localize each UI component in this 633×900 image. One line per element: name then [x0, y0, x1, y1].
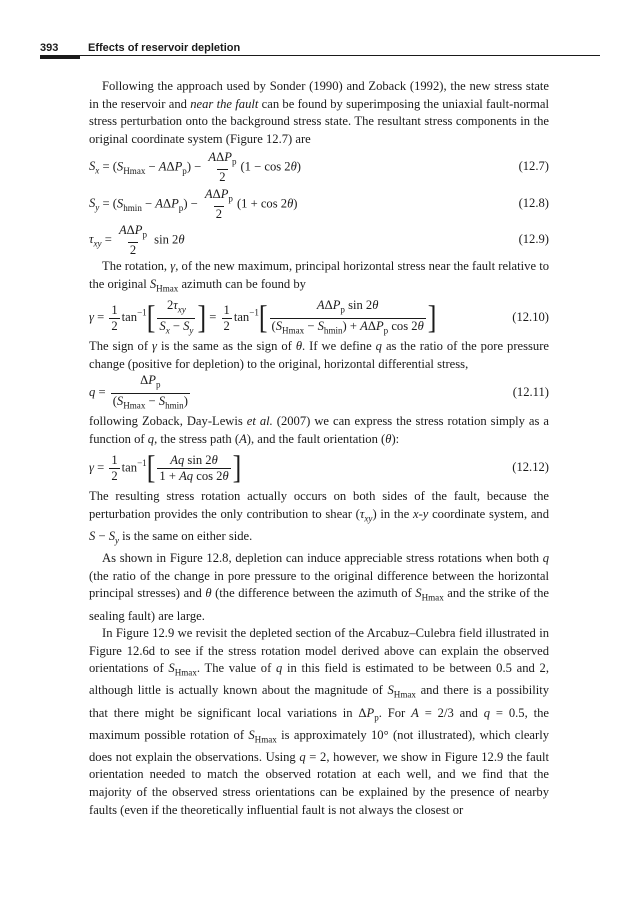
- paragraph-6: As shown in Figure 12.8, depletion can induce appreciable stress rotations when both q (the ratio of the change in pore pressure to the original difference between the horizontal principal stresses) and θ (the difference between the azimuth of $S_{Hmax}$ and the strike of the sealing fault) are large.: [89, 551, 550, 623]
- page-header: [40, 40, 600, 60]
- page-number: 393: [40, 42, 59, 54]
- paragraph-5: The resulting stress rotation actually occurs on both sides of the fault, because the perturbation provides the only contribution to shear $(\tau_{xy})$ in the x-y coordinate system, and $S - S_y$ is the same on either side.: [89, 489, 550, 546]
- equation-number: (12.10): [512, 310, 549, 325]
- paragraph-4: following Zoback, Day-Lewis et al. (2007) we can express the stress rotation simply as a function of q, the stress path (A), and the fault orientation (θ):: [89, 414, 549, 446]
- equation-12-12: γ = $\frac{1}{2}$ $\tan^{-1}$[ $\frac{\text{Aq sin 2θ}}{\text{1 + Aq cos 2θ}}$ ] (12.12): [89, 449, 549, 486]
- equation-number: (12.8): [518, 196, 549, 211]
- paragraph-3: The sign of γ is the same as the sign of θ. If we define q as the ratio of the pore pressure change (positive for depletion) to the original, horizontal differential stress,: [89, 339, 550, 371]
- paragraph-2: The rotation, γ, of the new maximum, principal horizontal stress near the fault relative to the original $S_{Hmax}$ azimuth can be found by: [89, 259, 549, 294]
- equation-number: (12.7): [518, 159, 549, 174]
- equation-number: (12.11): [512, 385, 549, 400]
- running-title: Effects of reservoir depletion: [88, 42, 241, 54]
- paragraph-7: In Figure 12.9 we revisit the depleted section of the Arcabuz–Culebra field illustrated in Figure 12.6d to see if the stress rotation model derived above can explain the observed orientations of $S_{Hmax}$. The value of q in this field is estimated to be between 0.5 and 2, although little is actually known about the magnitude of $S_{Hmax}$ and there is a possibility that there might be significant local variations in $\Delta P_p$. For A = 2/3 and q = 0.5, the maximum possible rotation of $S_{Hmax}$ is approximately 10° (not illustrated), which clearly does not explain the observations. Using q = 2, however, we show in Figure 12.9 the fault orientation needed to match the observed rotation at each well, and we find that the majority of the observed stress orientations can be explained by the presence of nearby faults (even if the theoretically influential fault is not always the closest or: [89, 626, 550, 817]
- paragraph-1: Following the approach used by Sonder (1990) and Zoback (1992), the new stress state in the reservoir and near the fault can be found by superimposing the uniaxial fault-normal stress perturbation onto the background stress state. The resultant stress components in the original coordinate system (Figure 12.7) are: [89, 79, 550, 146]
- equation-number: (12.12): [512, 460, 549, 475]
- equation-12-8: $S_y = (S_{hmin} - A\Delta P_p)$ − $\frac{A\Delta P_p}{2}$ (1 + cos 2θ) (12.8): [89, 186, 549, 222]
- header-rule: [40, 55, 600, 56]
- equation-number: (12.9): [518, 232, 549, 247]
- header-rule-tab: [40, 55, 80, 59]
- equation-12-10: γ = $\frac{1}{2}$ $\tan^{-1}$[ $\frac{2\tau_{xy}}{S_x - S_y}$ ] = $\frac{1}{2}$ $\tan^{-1}$[ $\frac{A\Delta P_p \sin 2\theta}{(S_{Hmax} - S_{hmin}) + A\Delta P_p \cos 2\theta}$ ] (12.10): [89, 298, 549, 338]
- equation-12-7: $S_x = (S_{Hmax} - A\Delta P_p)$ − $\frac{A\Delta P_p}{2}$ (1 − cos 2θ) (12.7): [89, 149, 549, 185]
- equation-12-9: $\tau_{xy}$ = $\frac{A\Delta P_p}{2}$ sin 2θ (12.9): [89, 222, 549, 258]
- page-body: [89, 78, 549, 819]
- equation-12-11: q = $\frac{\Delta P_p}{(S_{Hmax} - S_{hmin})}$ (12.11): [89, 373, 549, 413]
